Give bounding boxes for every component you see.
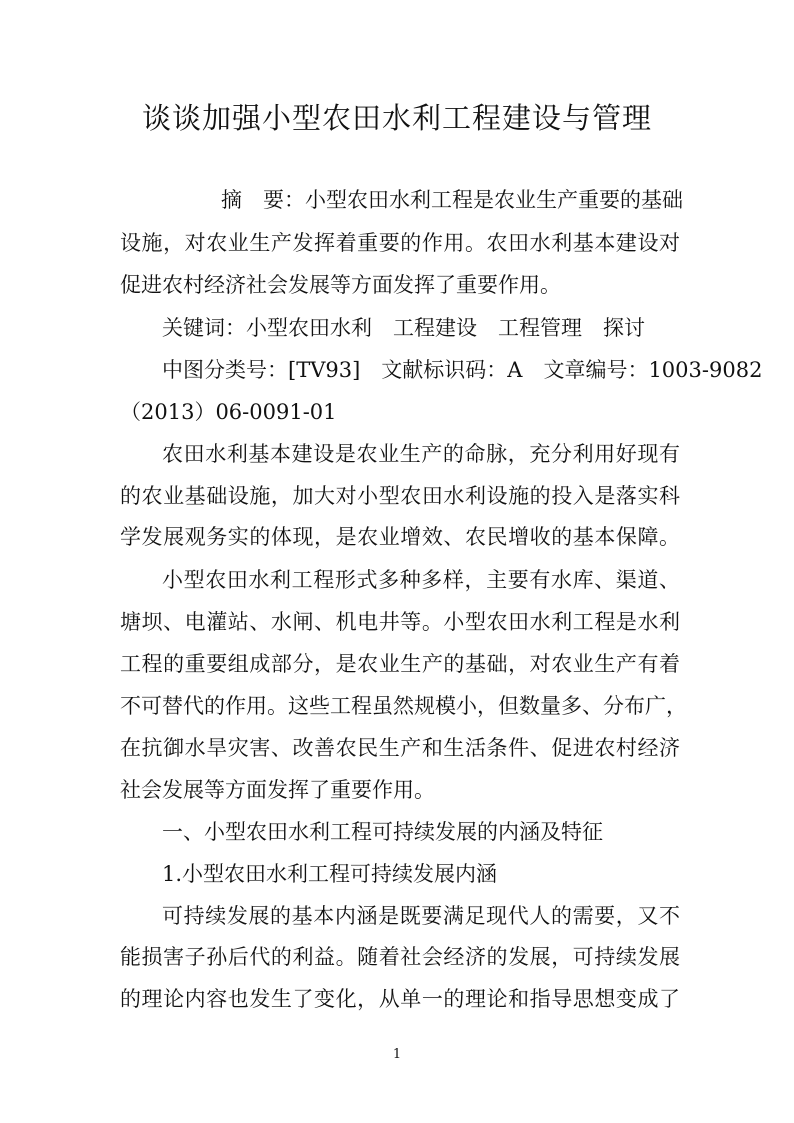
paragraph-line: 社会发展等方面发挥了重要作用。 xyxy=(120,778,435,802)
abstract-line: 促进农村经济社会发展等方面发挥了重要作用。 xyxy=(120,273,561,297)
abstract-line: 设施，对农业生产发挥着重要的作用。农田水利基本建设对 xyxy=(120,231,680,255)
paragraph-line: 农田水利基本建设是农业生产的命脉，充分利用好现有 xyxy=(162,442,680,466)
paragraph-line: 不可替代的作用。这些工程虽然规模小，但数量多、分布广， xyxy=(120,694,687,718)
paragraph-line: 在抗御水旱灾害、改善农民生产和生活条件、促进农村经济 xyxy=(120,736,680,760)
keywords-line: 关键词：小型农田水利 工程建设 工程管理 探讨 xyxy=(162,316,645,340)
classification-line: （2013）06-0091-01 xyxy=(120,400,337,424)
paragraph-line: 塘坝、电灌站、水闸、机电井等。小型农田水利工程是水利 xyxy=(120,610,680,634)
abstract-line: 摘 要：小型农田水利工程是农业生产重要的基础 xyxy=(221,188,683,212)
page-number: 1 xyxy=(392,1047,402,1062)
paragraph-line: 的理论内容也发生了变化，从单一的理论和指导思想变成了 xyxy=(120,987,680,1011)
paragraph-line: 能损害子孙后代的利益。随着社会经济的发展，可持续发展 xyxy=(120,945,680,969)
classification-line: 中图分类号：[TV93] 文献标识码：A 文章编号：1003-9082 xyxy=(162,358,763,382)
paragraph-line: 学发展观务实的体现，是农业增效、农民增收的基本保障。 xyxy=(120,525,680,549)
subsection-heading: 1.小型农田水利工程可持续发展内涵 xyxy=(162,862,498,886)
paragraph-line: 的农业基础设施，加大对小型农田水利设施的投入是落实科 xyxy=(120,484,680,508)
section-heading: 一、小型农田水利工程可持续发展的内涵及特征 xyxy=(162,820,603,844)
paragraph-line: 可持续发展的基本内涵是既要满足现代人的需要，又不 xyxy=(162,904,680,928)
paragraph-line: 小型农田水利工程形式多种多样，主要有水库、渠道、 xyxy=(162,568,680,592)
paragraph-line: 工程的重要组成部分，是农业生产的基础，对农业生产有着 xyxy=(120,652,680,676)
document-title: 谈谈加强小型农田水利工程建设与管理 xyxy=(141,101,652,135)
